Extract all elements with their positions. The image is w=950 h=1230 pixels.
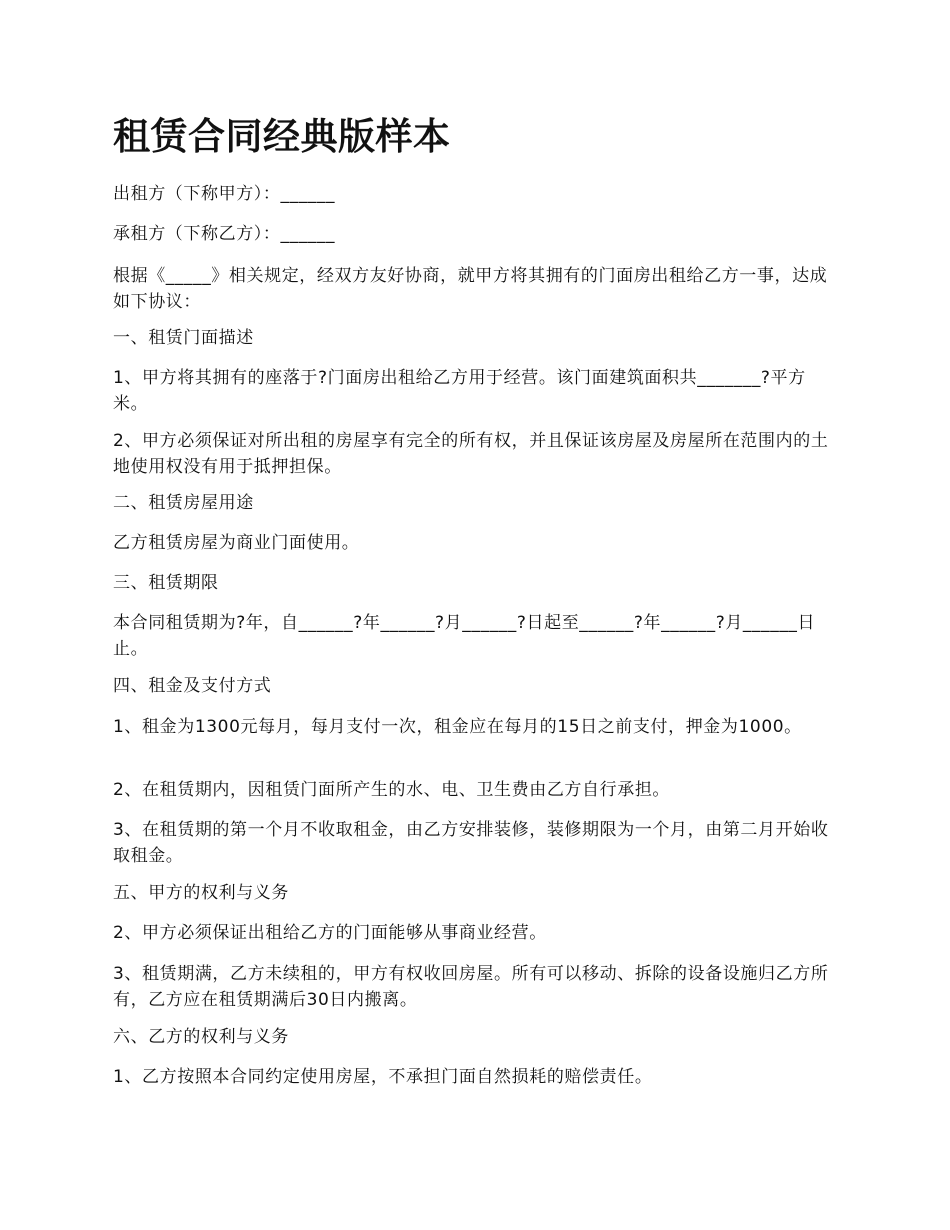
section-heading-1: 一、租赁门面描述 xyxy=(113,328,254,348)
clause-3-1: 本合同租赁期为?年，自______?年______?月______?日起至______?年______?月______日止。 xyxy=(113,613,816,659)
clause-4-2: 2、在租赁期内，因租赁门面所产生的水、电、卫生费由乙方自行承担。 xyxy=(113,780,671,800)
page-title: 租赁合同经典版样本 xyxy=(113,115,451,158)
clause-2-1: 乙方租赁房屋为商业门面使用。 xyxy=(113,533,360,553)
preamble-paragraph: 根据《_____》相关规定，经双方友好协商，就甲方将其拥有的门面房出租给乙方一事，达成如下协议： xyxy=(113,266,828,312)
section-heading-5: 五、甲方的权利与义务 xyxy=(113,883,289,903)
clause-1-2: 2、甲方必须保证对所出租的房屋享有完全的所有权，并且保证该房屋及房屋所在范围内的土地使用权没有用于抵押担保。 xyxy=(113,431,829,477)
section-heading-4: 四、租金及支付方式 xyxy=(113,676,272,696)
section-heading-2: 二、租赁房屋用途 xyxy=(113,493,254,513)
clause-5-2: 2、甲方必须保证出租给乙方的门面能够从事商业经营。 xyxy=(113,923,547,943)
clause-5-3: 3、租赁期满，乙方未续租的，甲方有权收回房屋。所有可以移动、拆除的设备设施归乙方所有，乙方应在租赁期满后30日内搬离。 xyxy=(113,964,829,1010)
clause-6-1: 1、乙方按照本合同约定使用房屋，不承担门面自然损耗的赔偿责任。 xyxy=(113,1067,653,1087)
clause-4-3: 3、在租赁期的第一个月不收取租金，由乙方安排装修，装修期限为一个月，由第二月开始收取租金。 xyxy=(113,820,829,866)
lessee-line: 承租方（下称乙方）：______ xyxy=(113,224,336,244)
clause-1-1: 1、甲方将其拥有的座落于?门面房出租给乙方用于经营。该门面建筑面积共_______?平方米。 xyxy=(113,368,806,414)
lessor-line: 出租方（下称甲方）：______ xyxy=(113,184,336,204)
section-heading-3: 三、租赁期限 xyxy=(113,573,219,593)
section-heading-6: 六、乙方的权利与义务 xyxy=(113,1027,289,1047)
clause-4-1: 1、租金为1300元每月，每月支付一次，租金应在每月的15日之前支付，押金为1000。 xyxy=(113,717,802,737)
